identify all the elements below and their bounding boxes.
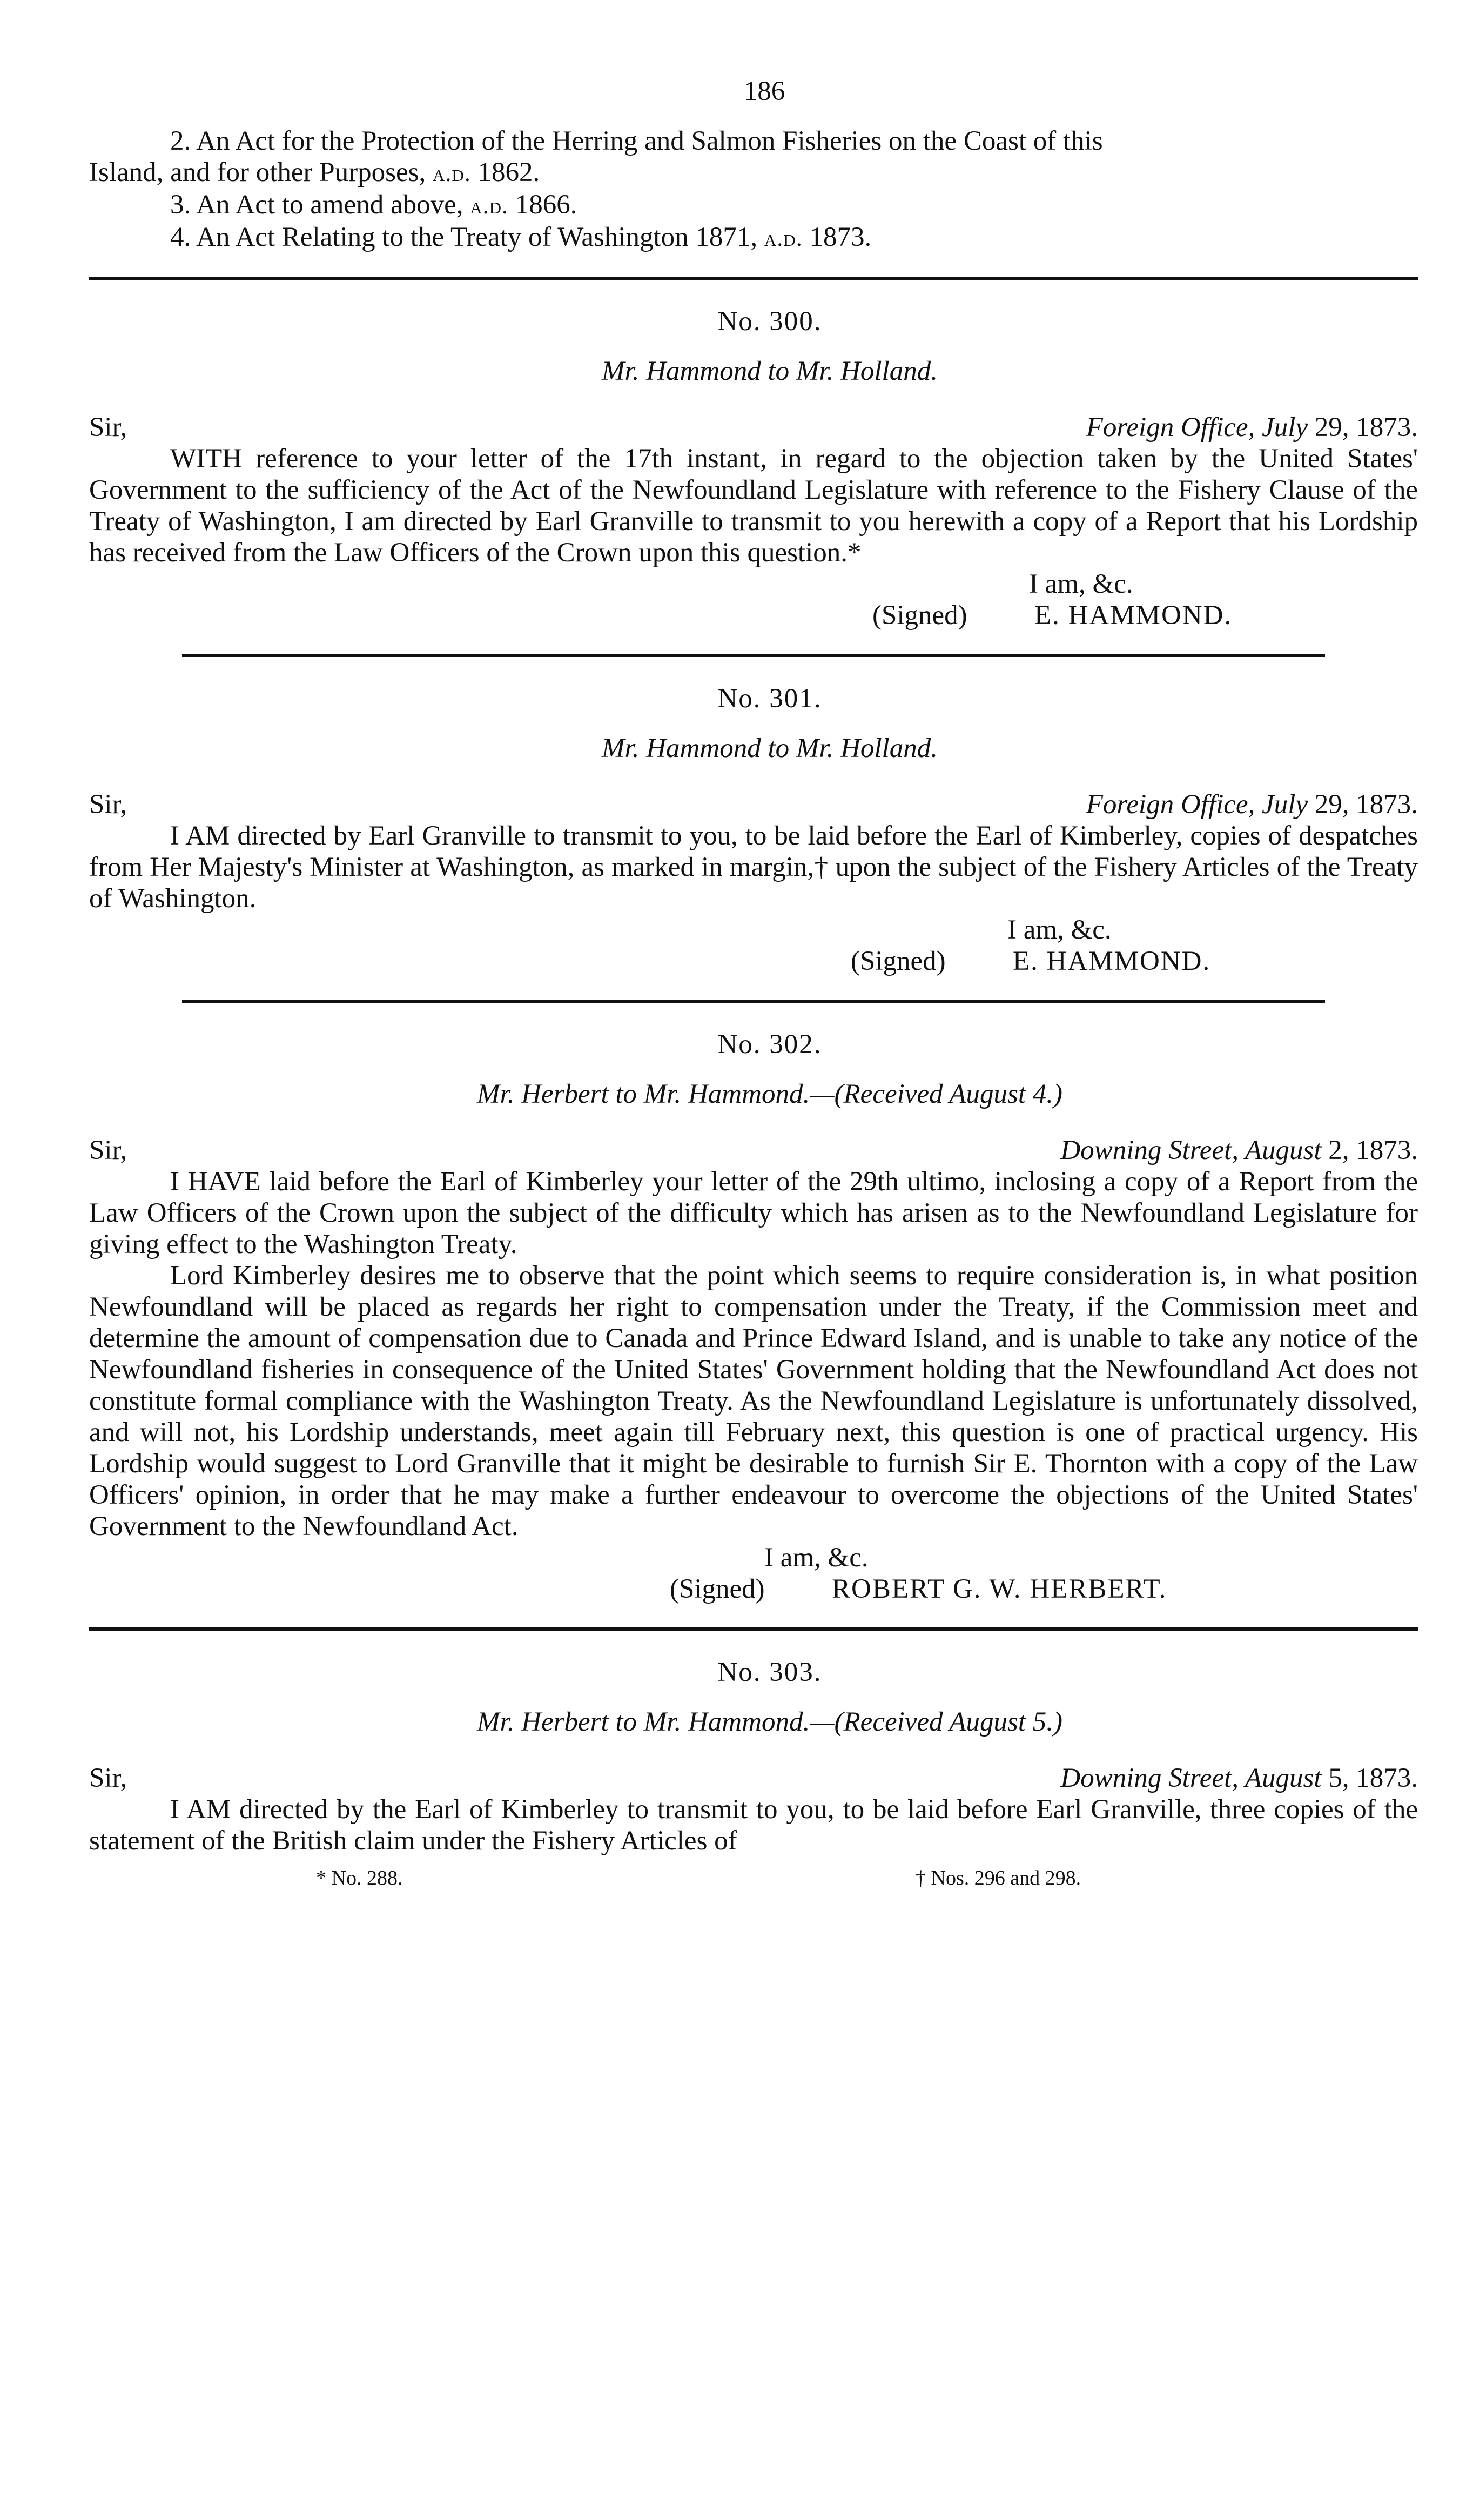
salutation-line [89,1762,1418,1794]
letter-place: Downing Street, August [1060,1135,1322,1165]
acts-list [89,125,1418,254]
act-item-4-text: 4. An Act Relating to the Treaty of Washington 1871, [170,222,758,252]
salutation: Sir, [89,789,127,820]
page-number: 186 [743,76,785,106]
letter-heading: Mr. Hammond to Mr. Holland. [602,356,938,386]
letter-302 [89,1029,1418,1605]
letter-heading: Mr. Herbert to Mr. Hammond.—(Received August 5.) [476,1707,1063,1737]
letter-date-tail: 29, 1873. [1314,789,1418,820]
act-item-2-year: 1862. [477,157,540,187]
letter-closing [89,1542,1418,1605]
letter-303 [89,1657,1418,1857]
act-item-2-continued [89,157,1418,189]
footnotes [89,1866,1418,1890]
letter-date [1060,1762,1418,1794]
letter-body-paragraph: I AM directed by the Earl of Kimberley to transmit to you, to be laid before Earl Granville, three copies of the statement of the British claim under the Fishery Articles of [89,1794,1418,1856]
letter-heading: Mr. Herbert to Mr. Hammond.—(Received August 4.) [476,1079,1063,1109]
letter-number: No. 300. [717,306,822,337]
act-item-4-ad: a.d. [764,225,803,251]
section-divider [89,277,1418,280]
signatory-name: ROBERT G. W. HERBERT. [832,1574,1167,1604]
letter-number: No. 303. [717,1657,822,1687]
letter-300 [89,306,1418,631]
letter-date [1086,412,1418,443]
salutation: Sir, [89,412,127,443]
letter-number: No. 302. [717,1029,822,1060]
act-item-2-line1: 2. An Act for the Protection of the Herring and Salmon Fisheries on the Coast of this [170,126,1103,156]
act-item-3-text: 3. An Act to amend above, [170,190,463,220]
letter-number: No. 301. [717,683,822,714]
act-item-4 [89,222,1418,254]
act-item-2-ad: a.d. [432,160,471,186]
salutation-line [89,412,1418,443]
closing-formula: I am, &c. [764,1543,869,1573]
letter-heading: Mr. Hammond to Mr. Holland. [602,733,938,763]
letter-date-tail: 2, 1873. [1328,1135,1418,1165]
signature-line [89,946,1418,977]
act-item-3-year: 1866. [515,190,577,220]
letter-place: Downing Street, August [1060,1763,1322,1793]
section-divider [182,1000,1325,1003]
closing-formula: I am, &c. [1029,569,1133,599]
footnote-asterisk: * No. 288. [316,1867,403,1889]
letter-body-paragraph: WITH reference to your letter of the 17th instant, in regard to the objection taken by the United States' Government to the sufficiency of the Act of the Newfoundland Legislature with reference to the Fishery Clause of the Treaty of Washington, I am directed by Earl Granville to transmit to you herewith a copy of a Report that his Lordship has received from the Law Officers of the Crown upon this question.* [89,444,1418,568]
salutation: Sir, [89,1135,127,1165]
act-item-3-ad: a.d. [470,192,509,219]
act-item-3 [89,189,1418,222]
signature-line [89,1573,1418,1605]
section-divider [89,1627,1418,1631]
letter-body-paragraph: I HAVE laid before the Earl of Kimberley your letter of the 29th ultimo, inclosing a copy of a Report from the Law Officers of the Crown upon the subject of the difficulty which has arisen as to the Newfoundland Legislature for giving effect to the Washington Treaty. [89,1167,1418,1259]
signed-label: (Signed) [851,946,946,976]
act-item-2 [89,125,1418,157]
salutation: Sir, [89,1763,127,1793]
salutation-line [89,789,1418,820]
closing-formula: I am, &c. [1007,915,1112,945]
document-page [89,76,1418,1890]
signed-label: (Signed) [872,600,967,631]
letter-date [1060,1135,1418,1166]
salutation-line [89,1135,1418,1166]
letter-301 [89,683,1418,977]
letter-place: Foreign Office, July [1086,789,1308,820]
act-item-2-line2: Island, and for other Purposes, [89,157,426,187]
section-divider [182,654,1325,657]
letter-date-tail: 29, 1873. [1314,412,1418,443]
act-item-4-year: 1873. [809,222,872,252]
letter-date [1086,789,1418,820]
letter-date-tail: 5, 1873. [1328,1763,1418,1793]
letter-body-paragraph: I AM directed by Earl Granville to transmit to you, to be laid before the Earl of Kimberley, copies of despatches from Her Majesty's Minister at Washington, as marked in margin,† upon the subject of the Fishery Articles of the Treaty of Washington. [89,821,1418,914]
letter-place: Foreign Office, July [1086,412,1308,443]
signatory-name: E. HAMMOND. [1034,600,1233,631]
letter-body-paragraph: Lord Kimberley desires me to observe that the point which seems to require consideration is, in what position Newfoundland will be placed as regards her right to compensation under the Treaty, if the Commission meet and determine the amount of compensation due to Canada and Prince Edward Island, and is unable to take any notice of the Newfoundland fisheries in consequence of the United States' Government holding that the Newfoundland Act does not constitute formal compliance with the Washington Treaty. As the Newfoundland Legislature is unfortunately dissolved, and will not, his Lordship understands, meet again till February next, this question is one of practical urgency. His Lordship would suggest to Lord Granville that it might be desirable to furnish Sir E. Thornton with a copy of the Law Officers' opinion, in order that he may make a further endeavour to overcome the objections of the United States' Government to the Newfoundland Act. [89,1261,1418,1542]
signatory-name: E. HAMMOND. [1013,946,1211,976]
letter-closing [89,914,1418,977]
signed-label: (Signed) [670,1574,765,1604]
signature-line [89,600,1418,631]
footnote-dagger: † Nos. 296 and 298. [916,1867,1081,1889]
letter-closing [89,568,1418,631]
